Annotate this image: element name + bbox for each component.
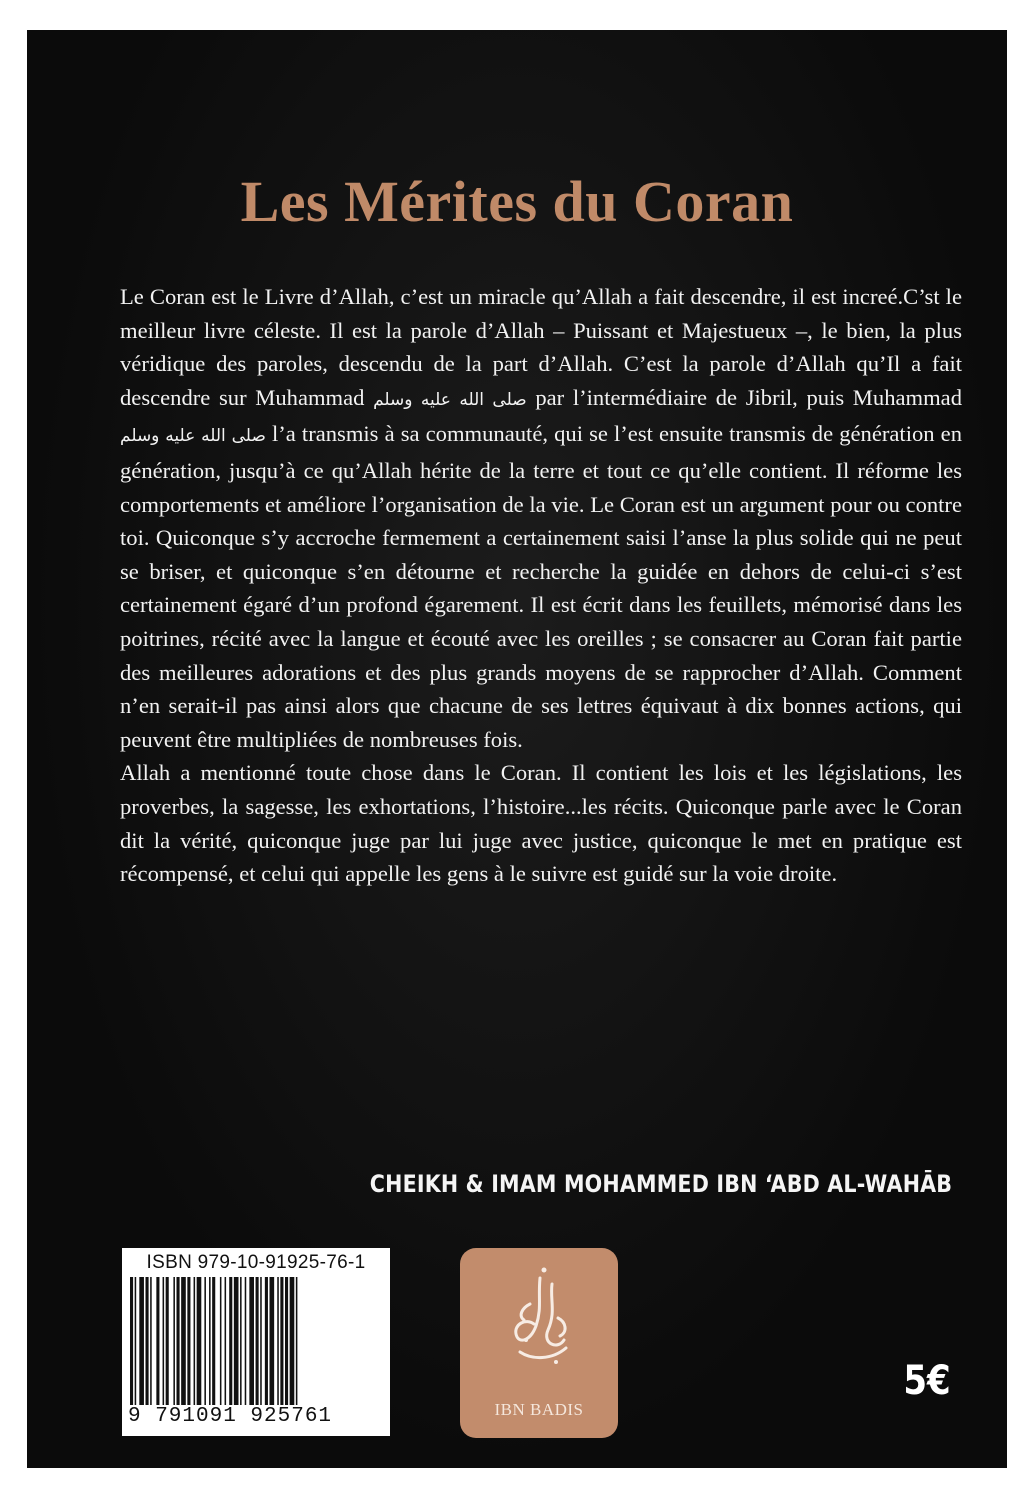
calligraphy-emblem-icon bbox=[460, 1248, 618, 1388]
summary-text bbox=[120, 280, 962, 891]
barcode-bar bbox=[135, 1277, 137, 1405]
publisher-name: IBN BADIS bbox=[494, 1400, 584, 1419]
barcode-bars bbox=[128, 1277, 384, 1405]
barcode-bar bbox=[146, 1277, 149, 1405]
barcode-bar bbox=[204, 1277, 206, 1405]
summary-paragraph-2: Allah a mentionné toute chose dans le Coran. Il contient les lois et les législations, les proverbes, la sagesse, les exhortations, l’histoire...les récits. Quiconque parle avec le Coran dit la vérité, quiconque juge par lui juge avec justice, quiconque le met en pratique est récompensé, et celui qui appelle les gens à le suivre est guidé sur la voie droite. bbox=[120, 760, 962, 887]
summary-paragraph-1 bbox=[120, 280, 962, 756]
arabic-salutation: صلى الله عليه وسلم bbox=[120, 426, 266, 447]
barcode-bar bbox=[197, 1277, 202, 1405]
barcode-bar bbox=[290, 1277, 295, 1405]
isbn-label: ISBN 979-10-91925-76-1 bbox=[146, 1252, 366, 1273]
publisher-logo bbox=[460, 1248, 618, 1438]
barcode-bar bbox=[249, 1277, 254, 1405]
barcode-bar bbox=[229, 1277, 232, 1405]
barcode-bar bbox=[240, 1277, 242, 1405]
barcode-bar bbox=[166, 1277, 169, 1405]
price-label: 5€ bbox=[903, 1358, 951, 1404]
author-name: CHEIKH & IMAM MOHAMMED IBN ‘ABD AL-WAHĀB bbox=[369, 1170, 952, 1198]
barcode-bar bbox=[220, 1277, 222, 1405]
barcode-bar bbox=[209, 1277, 211, 1405]
barcode-bar bbox=[285, 1277, 288, 1405]
barcode-bar bbox=[177, 1277, 180, 1405]
barcode-bar bbox=[225, 1277, 227, 1405]
barcode-bar bbox=[245, 1277, 247, 1405]
barcode-bar bbox=[156, 1277, 159, 1405]
barcode-bar bbox=[277, 1277, 279, 1405]
barcode-bar bbox=[181, 1277, 186, 1405]
summary-text-segment: par l’intermédiaire de Jibril, puis Muhammad bbox=[526, 384, 962, 410]
barcode-bar bbox=[296, 1277, 298, 1405]
summary-text-segment: Le Coran est le Livre d’Allah, c’est un miracle qu’Allah a fait descendre, il est increé.C’st le meilleur livre céleste. Il est la parole d’Allah – Puissant et Majestueux –, le bien, la plus véridique des paroles, descendu de la part d’Allah. C’est la parole d’Allah qu’Il a fait descendre sur Muhammad bbox=[120, 284, 962, 410]
barcode-bar bbox=[173, 1277, 175, 1405]
barcode-bar bbox=[194, 1277, 196, 1405]
summary-text-segment: l’a transmis à sa communauté, qui se l’est ensuite transmis de génération en génération, jusqu’à ce qu’Allah hérite de la terre et tout ce qu’elle contient. Il réforme les comportements et améliore l’organisation de la vie. Le Coran est un argument pour ou contre toi. Quiconque s’y accroche fermement a certainement saisi l’anse la plus solide qui ne peut se briser, et quiconque s’en détourne et recherche la guidée en dehors de celui-ci s’est certainement égaré d’un profond égarement. Il est écrit dans les feuillets, mémorisé dans les poitrines, récité avec la langue et écouté avec les oreilles ; se consacrer au Coran fait partie des meilleures adorations et des plus grands moyens de se rapprocher d’Allah. Comment n’en serait-il pas ainsi alors que chacune de ses lettres équivaut à dix bonnes actions, qui peuvent être multipliées de nombreuses fois. bbox=[120, 421, 962, 752]
barcode-bar bbox=[256, 1277, 259, 1405]
book-back-cover bbox=[27, 30, 1007, 1468]
barcode-bar bbox=[280, 1277, 283, 1405]
barcode-bar bbox=[234, 1277, 239, 1405]
book-title: Les Mérites du Coran bbox=[240, 169, 794, 234]
isbn-barcode bbox=[122, 1248, 390, 1436]
barcode-bar bbox=[265, 1277, 268, 1405]
barcode-bar bbox=[130, 1277, 133, 1405]
barcode-bar bbox=[187, 1277, 190, 1405]
barcode-bar bbox=[260, 1277, 262, 1405]
barcode-bar bbox=[150, 1277, 152, 1405]
barcode-bar bbox=[139, 1277, 144, 1405]
barcode-digits: 9 791091 925761 bbox=[128, 1405, 333, 1428]
barcode-bar bbox=[270, 1277, 275, 1405]
arabic-salutation: صلى الله عليه وسلم bbox=[373, 389, 527, 410]
barcode-bar bbox=[212, 1277, 215, 1405]
barcode-bar bbox=[163, 1277, 165, 1405]
